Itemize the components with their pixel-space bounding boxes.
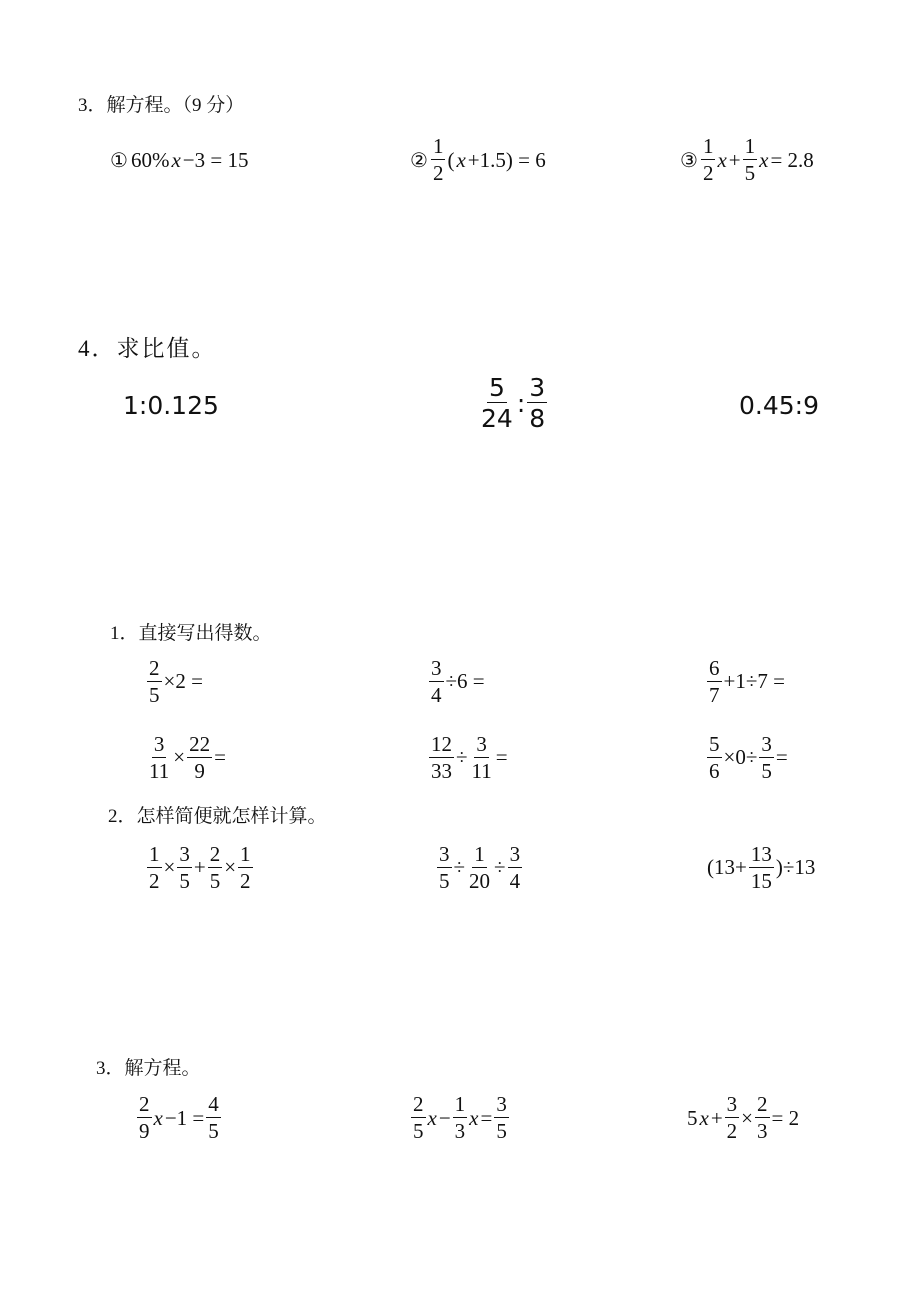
problem-number-mark: ③ [680, 148, 698, 172]
section-heading-find-ratio: 4．求比值。 [78, 336, 217, 361]
expression-text: × [741, 1105, 754, 1130]
problem-expression [122, 385, 220, 425]
fraction [743, 136, 758, 184]
expression-text: ( [447, 147, 455, 172]
fraction-numerator: 5 [488, 373, 505, 402]
fraction [437, 841, 452, 893]
fraction-denominator: 6 [709, 758, 720, 783]
fraction-denominator: 5 [761, 758, 772, 783]
fraction [177, 841, 192, 893]
fraction [479, 375, 515, 431]
fraction-numerator: 2 [413, 1092, 424, 1116]
problem-expression [706, 654, 786, 709]
expression-text: + [193, 855, 206, 879]
problem-expression [686, 1088, 800, 1148]
fraction-numerator: 5 [709, 731, 720, 756]
fraction-numerator: 3 [179, 841, 190, 866]
fraction [701, 136, 716, 184]
fraction-numerator: 3 [761, 731, 772, 756]
fraction-numerator: 1 [149, 841, 160, 866]
section-heading-simplify-calculate: 2．怎样简便就怎样计算。 [108, 806, 327, 827]
problem-expression [110, 140, 249, 180]
fraction [494, 1094, 509, 1142]
problem-number-mark: ② [410, 148, 428, 172]
fraction [707, 655, 722, 707]
expression-text: × [173, 745, 186, 769]
expression-text: = [495, 745, 508, 769]
fraction [411, 1094, 426, 1142]
fraction [453, 1094, 468, 1142]
problem-expression [478, 368, 548, 438]
expression-text: ÷ [453, 855, 466, 879]
variable: x [456, 147, 466, 172]
fraction-denominator: 7 [709, 682, 720, 707]
fraction-numerator: 3 [496, 1092, 507, 1116]
fraction-numerator: 4 [208, 1092, 219, 1116]
fraction-denominator: 3 [454, 1119, 466, 1143]
fraction [137, 1094, 152, 1142]
fraction [206, 1094, 221, 1142]
fraction-denominator: 5 [179, 868, 190, 893]
fraction [147, 655, 162, 707]
expression-text: ÷6 = [445, 669, 485, 693]
fraction-numerator: 1 [702, 134, 714, 158]
fraction-numerator: 3 [726, 1092, 738, 1116]
expression-text: = [775, 745, 788, 769]
problem-expression [706, 840, 816, 895]
fraction-numerator: 2 [209, 841, 221, 866]
expression-text: − [438, 1105, 451, 1130]
fraction-denominator: 4 [431, 682, 442, 707]
fraction-denominator: 11 [471, 758, 492, 783]
fraction-denominator: 9 [139, 1119, 150, 1143]
fraction-denominator: 8 [529, 404, 546, 433]
fraction-numerator: 1 [474, 841, 485, 866]
expression-text: ×2 = [163, 669, 203, 693]
fraction [147, 841, 162, 893]
variable: x [469, 1105, 479, 1130]
variable: x [427, 1105, 437, 1130]
fraction-denominator: 2 [240, 868, 251, 893]
expression-text: + [710, 1105, 723, 1130]
fraction-numerator: 1 [744, 134, 756, 158]
expression-text: (13+ [707, 855, 747, 879]
fraction-denominator: 2 [432, 161, 444, 185]
expression-text: ×0÷ [723, 745, 758, 769]
expression-text: 0.45:9 [739, 390, 819, 420]
fraction-numerator: 3 [153, 731, 165, 756]
fraction-denominator: 33 [431, 758, 452, 783]
expression-text: × [163, 855, 176, 879]
expression-text: 1:0.125 [123, 390, 219, 420]
fraction [749, 841, 774, 893]
fraction-numerator: 1 [432, 134, 444, 158]
problem-number-mark: ① [110, 148, 128, 172]
fraction-numerator: 3 [439, 841, 450, 866]
fraction-denominator: 11 [149, 758, 170, 783]
variable: x [699, 1105, 709, 1130]
fraction-denominator: 5 [208, 1119, 219, 1143]
fraction-numerator: 12 [431, 731, 452, 756]
problem-expression [436, 840, 523, 895]
section-heading-solve-equations: 3．解方程。 [96, 1058, 201, 1079]
fraction [238, 841, 253, 893]
expression-text: ÷ [456, 745, 468, 769]
fraction-numerator: 3 [476, 731, 487, 756]
expression-text: 5 [687, 1105, 698, 1130]
variable: x [171, 147, 181, 172]
fraction-numerator: 3 [431, 655, 442, 680]
fraction-denominator: 3 [757, 1119, 768, 1143]
fraction-denominator: 9 [194, 758, 205, 783]
problem-expression [738, 385, 820, 425]
problem-expression [428, 654, 486, 709]
variable: x [759, 147, 769, 172]
problem-expression [706, 730, 789, 785]
variable: x [717, 147, 727, 172]
fraction [431, 136, 446, 184]
problem-expression [136, 1088, 222, 1148]
expression-text: + [728, 147, 741, 172]
fraction-denominator: 2 [726, 1119, 738, 1143]
fraction [759, 731, 774, 783]
fraction [208, 841, 223, 893]
fraction-numerator: 6 [709, 655, 720, 680]
fraction [467, 841, 492, 893]
fraction [187, 731, 212, 783]
fraction [470, 731, 494, 783]
fraction-denominator: 24 [481, 404, 513, 433]
fraction-denominator: 20 [469, 868, 491, 893]
problem-expression [146, 730, 227, 785]
fraction-numerator: 22 [189, 731, 211, 756]
expression-text: : [516, 388, 526, 418]
fraction [755, 1094, 770, 1142]
fraction [707, 731, 722, 783]
fraction-numerator: 2 [757, 1092, 768, 1116]
expression-text: )÷13 [775, 855, 816, 879]
fraction [429, 731, 454, 783]
fraction-denominator: 5 [439, 868, 450, 893]
expression-text: 60% [130, 147, 170, 172]
variable: x [153, 1105, 163, 1130]
expression-text: = 2 [771, 1105, 800, 1130]
fraction-denominator: 5 [413, 1119, 424, 1143]
problem-expression [146, 654, 204, 709]
fraction-denominator: 2 [149, 868, 160, 893]
fraction-numerator: 3 [509, 841, 521, 866]
fraction-numerator: 3 [529, 373, 546, 402]
problem-expression [680, 135, 815, 185]
fraction-denominator: 5 [496, 1119, 507, 1143]
fraction [527, 375, 547, 431]
fraction-denominator: 5 [149, 682, 160, 707]
expression-text: +1.5) = 6 [467, 147, 546, 172]
fraction-denominator: 5 [209, 868, 221, 893]
expression-text: × [224, 855, 237, 879]
problem-expression [146, 840, 254, 895]
expression-text: −1 = [164, 1105, 205, 1130]
expression-text: = [480, 1105, 493, 1130]
section-heading-write-answers: 1．直接写出得数。 [110, 623, 272, 644]
fraction [725, 1094, 740, 1142]
problem-expression [410, 135, 547, 185]
problem-expression [428, 730, 509, 785]
expression-text: = 2.8 [770, 147, 814, 172]
fraction-denominator: 5 [744, 161, 756, 185]
section-heading-solve-equations-9pts: 3．解方程。（9 分） [78, 95, 245, 116]
fraction-denominator: 2 [702, 161, 714, 185]
fraction-numerator: 1 [454, 1092, 466, 1116]
fraction [508, 841, 523, 893]
expression-text: −3 = 15 [182, 147, 249, 172]
fraction-denominator: 15 [750, 868, 772, 893]
fraction-numerator: 2 [149, 655, 160, 680]
fraction-numerator: 13 [750, 841, 772, 866]
fraction [429, 655, 444, 707]
expression-text: ÷ [494, 855, 506, 879]
expression-text: +1÷7 = [723, 669, 785, 693]
problem-expression [410, 1088, 510, 1148]
fraction-numerator: 2 [139, 1092, 150, 1116]
expression-text: = [214, 745, 226, 769]
fraction-denominator: 4 [509, 868, 521, 893]
fraction [147, 731, 171, 783]
fraction-numerator: 1 [240, 841, 251, 866]
